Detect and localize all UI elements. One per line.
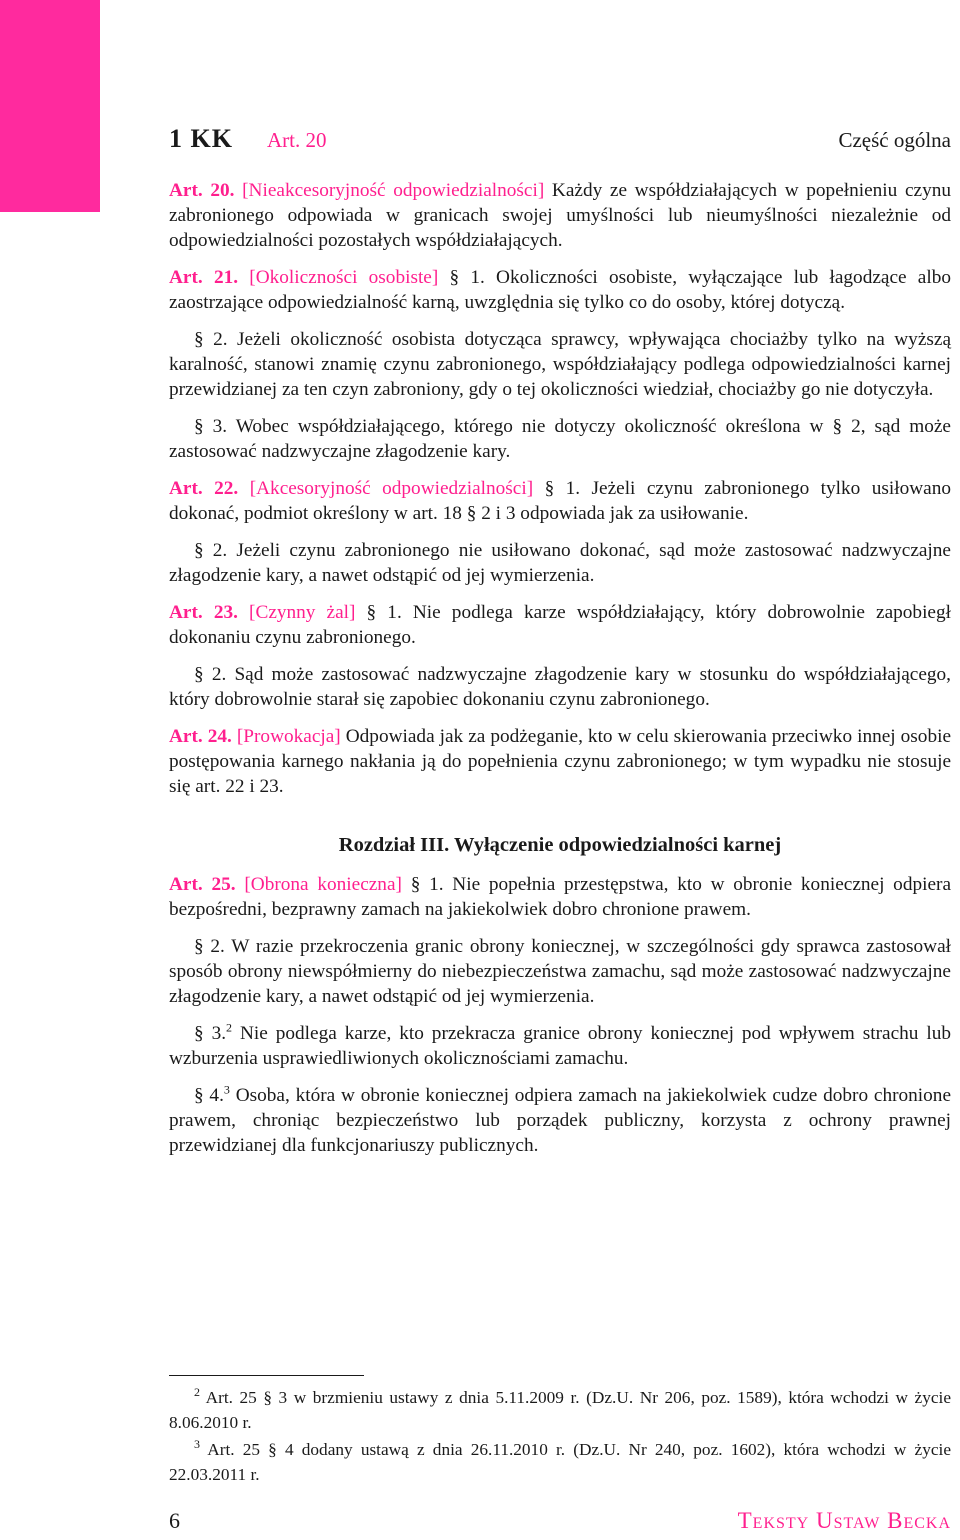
article-25 <box>169 872 951 922</box>
footnote-ref[interactable]: 3 <box>223 1082 230 1097</box>
header-part: Część ogólna <box>838 128 951 152</box>
footnote <box>169 1437 951 1487</box>
document-body <box>169 178 951 1170</box>
article-title: [Okoliczności osobiste] <box>249 267 439 288</box>
page-footer <box>169 1508 951 1538</box>
paragraph <box>169 1083 951 1158</box>
article-title: [Czynny żal] <box>249 602 356 623</box>
article-20 <box>169 178 951 253</box>
paragraph <box>169 1021 951 1071</box>
footnote-divider <box>169 1375 364 1376</box>
article-number: Art. 22. <box>169 478 239 499</box>
paragraph: § 3. Wobec współdziałającego, którego nie dotyczy okoliczność określona w § 2, sąd może zastosować nadzwyczajne złagodzenie kary. <box>169 416 951 462</box>
footnote-mark: 3 <box>194 1437 200 1452</box>
paragraph: § 2. W razie przekroczenia granic obrony koniecznej, w szczególności gdy sprawca zastosował sposób obrony niewspółmierny do niebezpieczeństwa zamachu, sąd może zastosować nadzwyczajne złagodzenie kary, a nawet odstąpić od jej wymierzenia. <box>169 936 951 1007</box>
footnote-mark: 2 <box>194 1385 200 1400</box>
paragraph-lead: § 3. <box>194 1023 227 1044</box>
paragraph: § 2. Jeżeli czynu zabronionego nie usiłowano dokonać, sąd może zastosować nadzwyczajne złagodzenie kary, a nawet odstąpić od jej wymierzenia. <box>169 540 951 586</box>
article-21 <box>169 265 951 315</box>
article-text: § 1. Okoliczności osobiste, wyłączające lub łagodzące albo zaostrzające odpowiedzialność karną, uwzględnia się tylko co do osoby, której dotyczą. <box>169 267 951 313</box>
article-24 <box>169 724 951 799</box>
article-text: Odpowiada jak za podżeganie, kto w celu skierowania przeciwko innej osobie postępowania karnego nakłania ją do popełnienia czynu zabronionego; w tym wypadku nie stosuje się art. 22 i 23. <box>169 726 951 797</box>
paragraph-text: Nie podlega karze, kto przekracza granice obrony koniecznej pod wpływem strachu lub wzburzenia usprawiedliwionych okolicznościami zamachu. <box>169 1023 952 1069</box>
article-number: Art. 20. <box>169 180 235 201</box>
footnote-ref[interactable]: 2 <box>226 1020 233 1035</box>
footnote-text: Art. 25 § 3 w brzmieniu ustawy z dnia 5.11.2009 r. (Dz.U. Nr 206, poz. 1589), która wchodzi w życie 8.06.2010 r. <box>169 1388 951 1432</box>
article-number: Art. 24. <box>169 726 232 747</box>
article-text: § 1. Jeżeli czynu zabronionego tylko usiłowano dokonać, podmiot określony w art. 18 § 2 i 3 odpowiada jak za usiłowanie. <box>169 478 952 524</box>
article-title: [Akcesoryjność odpowiedzialności] <box>249 478 534 499</box>
publisher-brand: Teksty Ustaw Becka <box>737 1508 951 1533</box>
paragraph-text: Osoba, która w obronie koniecznej odpiera zamach na jakiekolwiek cudze dobro chronione prawem, chroniąc bezpieczeństwo lub porządek publiczny, korzysta z ochrony prawnej przewidzianej dla funkcjonariuszy publicznych. <box>169 1085 952 1156</box>
article-23 <box>169 600 951 650</box>
chapter-heading: Rozdział III. Wyłączenie odpowiedzialności karnej <box>338 834 782 856</box>
article-text: Każdy ze współdziałających w popełnieniu czynu zabronionego odpowiada w granicach swojej umyślności lub nieumyślności niezależnie od odpowiedzialności pozostałych współdziałających. <box>169 180 951 251</box>
article-number: Art. 21. <box>169 267 239 288</box>
footnote-text: Art. 25 § 4 dodany ustawą z dnia 26.11.2010 r. (Dz.U. Nr 240, poz. 1602), która wchodzi w życie 22.03.2011 r. <box>169 1440 951 1484</box>
article-text: § 1. Nie podlega karze współdziałający, który dobrowolnie zapobiegł dokonaniu czynu zabronionego. <box>169 602 951 648</box>
header-article: Art. 20 <box>267 128 327 152</box>
article-number: Art. 25. <box>169 874 236 895</box>
article-number: Art. 23. <box>169 602 238 623</box>
article-title: [Prowokacja] <box>236 726 341 747</box>
header-code: 1 KK <box>169 124 233 153</box>
footnote <box>169 1385 951 1435</box>
article-text: § 1. Nie popełnia przestępstwa, kto w obronie koniecznej odpiera bezpośredni, bezprawny zamach na jakiekolwiek dobro chronione prawem. <box>169 874 951 920</box>
footnotes <box>169 1385 951 1489</box>
article-title: [Obrona konieczna] <box>244 874 402 895</box>
article-title: [Nieakcesoryjność odpowiedzialności] <box>242 180 545 201</box>
paragraph: § 2. Sąd może zastosować nadzwyczajne złagodzenie kary w stosunku do współdziałającego, który dobrowolnie starał się zapobiec dokonaniu czynu zabronionego. <box>169 664 951 710</box>
paragraph-lead: § 4. <box>194 1085 224 1106</box>
section-tab-marker <box>0 0 100 212</box>
running-header <box>169 124 951 160</box>
page-number: 6 <box>169 1508 180 1533</box>
paragraph: § 2. Jeżeli okoliczność osobista dotycząca sprawcy, wpływająca chociażby tylko na wyższą karalność, stanowi znamię czynu zabronionego, współdziałający podlega odpowiedzialności karnej przewidzianej za ten czyn zabroniony, gdy o tej okoliczności wiedział, chociażby go nie dotyczyła. <box>169 329 951 400</box>
article-22 <box>169 476 951 526</box>
